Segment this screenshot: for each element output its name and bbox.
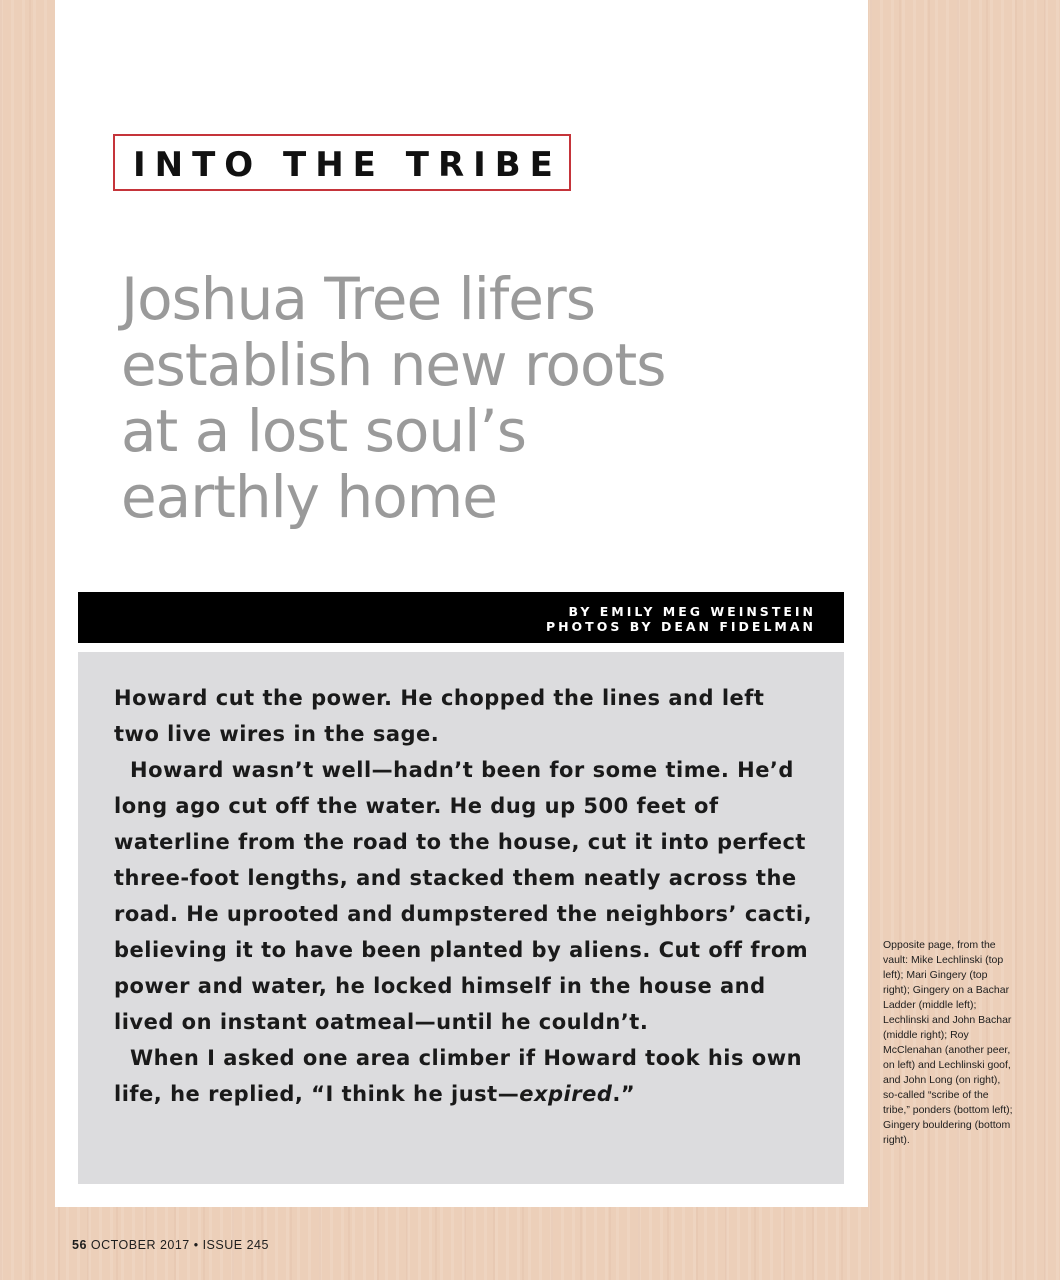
paragraph-1: Howard cut the power. He chopped the lines and left two live wires in the sage. [114,686,765,746]
headline-line-4: earthly home [121,463,497,531]
byline-photos: PHOTOS BY DEAN FIDELMAN [545,619,816,634]
article-body [114,680,814,1112]
byline [546,604,816,634]
page-number: 56 [72,1238,87,1252]
headline [121,266,801,530]
photo-caption: Opposite page, from the vault: Mike Lechlinski (top left); Mari Gingery (top right); Gingery on a Bachar Ladder (middle left); Lechlinski and John Bachar (middle right); Roy McClenahan (another peer, on left) and Lechlinski goof, and John Long (on right), so-called “scribe of the tribe,” ponders (bottom left); Gingery bouldering (bottom right). [883,939,1013,1146]
headline-line-2: establish new roots [121,331,666,399]
paragraph-3-emphasis: expired [519,1082,613,1106]
byline-author: BY EMILY MEG WEINSTEIN [568,604,816,619]
headline-line-3: at a lost soul’s [121,397,526,465]
article-body-box [78,652,844,1184]
article-page [55,0,868,1207]
headline-line-1: Joshua Tree lifers [121,265,595,333]
paragraph-3-text: When I asked one area climber if Howard took his own life, he replied, “I think he just— [114,1046,803,1106]
paragraph-3-end: .” [612,1082,636,1106]
paragraph-3 [114,1040,814,1112]
byline-bar [78,592,844,643]
section-kicker-box [113,134,571,191]
section-kicker: INTO THE TRIBE [133,145,562,185]
issue-info: OCTOBER 2017 • ISSUE 245 [90,1238,269,1252]
folio [72,1238,269,1252]
paragraph-2: Howard wasn’t well—hadn’t been for some time. He’d long ago cut off the water. He dug up 500 feet of waterline from the road to the house, cut it into perfect three-foot lengths, and stacked them neatly across the road. He uprooted and dumpstered the neighbors’ cacti, believing it to have been planted by aliens. Cut off from power and water, he locked himself in the house and lived on instant oatmeal—until he couldn’t. [114,758,813,1034]
